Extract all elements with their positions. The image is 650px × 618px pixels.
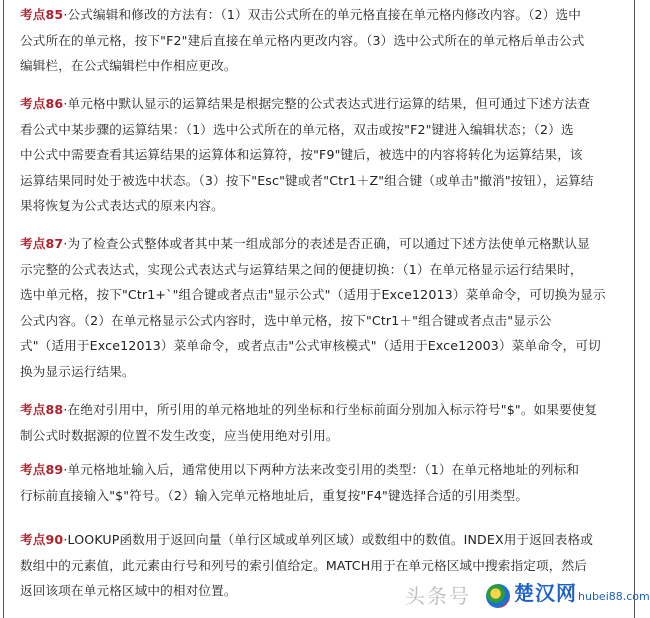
site-logo [482,580,650,611]
line-text: 返回该项在单元格区域中的相对位置。 [20,583,237,599]
line-text: ·公式编辑和修改的方法有：（1）双击公式所在的单元格直接在单元格内修改内容。（2）选中 [63,7,581,22]
exam-point-label: 考点90 [20,532,64,547]
line-text: ·单元格地址输入后，通常使用以下两种方法来改变引用的类型：（1）在单元格地址的列标和 [63,462,580,477]
paragraph-line [20,2,630,28]
line-text: ·单元格中默认显示的运算结果是根据完整的公式表达式进行运算的结果，但可通过下述方法查 [63,96,590,111]
line-text: 中公式中需要查看其运算结果的运算体和运算符，按"F9"键后，被选中的内容将转化为运算结果，该 [20,147,583,163]
paragraph-line [20,483,630,509]
line-text: 行标前直接输入"$"符号。（2）输入完单元格地址后，重复按"F4"键选择合适的引用类型。 [20,487,529,503]
paragraph-line [20,53,630,79]
exam-point-label: 考点88 [20,402,64,417]
exam-point-label: 考点87 [20,236,64,251]
exam-point-paragraph [20,397,630,448]
paragraph-line [20,308,630,334]
paragraph-line [20,28,630,54]
line-text: 运算结果同时处于被选中状态。（3）按下"Esc"键或者"Ctr1＋Z"组合键（或单击"撤消"按钮），运算结 [20,172,594,188]
line-text: 果将恢复为公式表达式的原来内容。 [20,198,224,214]
paragraph-line [20,553,630,579]
exam-point-paragraph [20,457,630,508]
paragraph-line [20,231,630,257]
line-text: 式"（适用于Exce12013）菜单命令，或者点击"公式审核模式"（适用于Exce12003）菜单命令，可切 [20,338,601,354]
paragraph-line [20,527,630,553]
exam-point-paragraph [20,91,630,219]
line-text: 编辑栏，在公式编辑栏中作相应更改。 [20,58,237,74]
exam-point-label: 考点85 [20,7,64,22]
line-text: 示完整的公式表达式，实现公式表达式与运算结果之间的便捷切换：（1）在单元格显示运行结果时， [20,261,583,277]
logo-url: hubei88.com [578,590,650,603]
line-text: ·LOOKUP函数用于返回向量（单行区域或单列区域）或数组中的数值。INDEX用于返回表格或 [63,532,593,547]
paragraph-line [20,91,630,117]
line-text: ·在绝对引用中，所引用的单元格地址的列坐标和行坐标前面分别加入标示符号"$"。如果要使复 [63,402,598,417]
line-text: 选中单元格，按下"Ctr1+`"组合键或者点击"显示公式"（适用于Exce12013）菜单命令，可切换为显示 [20,287,606,303]
paragraph-line [20,333,630,359]
paragraph-line [20,282,630,308]
exam-point-label: 考点89 [20,462,64,477]
exam-point-paragraph [20,231,630,385]
line-text: 换为显示运行结果。 [20,363,135,379]
line-text: 数组中的元素值，此元素由行号和列号的索引值给定。MATCH用于在单元格区域中搜索指定项，然后 [20,557,587,573]
globe-icon [486,584,510,608]
paragraph-line [20,168,630,194]
paragraph-line [20,257,630,283]
line-text: 看公式中某步骤的运算结果：（1）选中公式所在的单元格，双击或按"F2"键进入编辑状态；（2）选 [20,121,574,137]
line-text: ·为了检查公式整体或者其中某一组成部分的表述是否正确，可以通过下述方法使单元格默认显 [63,236,590,251]
paragraph-line [20,423,630,449]
exam-point-label: 考点86 [20,96,64,111]
paragraph-line [20,359,630,385]
paragraph-line [20,117,630,143]
line-text: 公式所在的单元格，按下"F2"建后直接在单元格内更改内容。（3）选中公式所在的单元格后单击公式 [20,32,585,48]
logo-name: 楚汉网 [514,581,577,605]
exam-point-paragraph [20,2,630,79]
watermark-text: 头条号 [405,584,471,608]
line-text: 制公式时数据源的位置不发生改变，应当使用绝对引用。 [20,427,339,443]
paragraph-line [20,142,630,168]
line-text: 公式内容。（2）在单元格显示公式内容时，选中单元格，按下"Ctr1＋"组合键或者点击"显示公 [20,312,552,328]
paragraph-line [20,193,630,219]
paragraph-line [20,397,630,423]
paragraph-line [20,457,630,483]
